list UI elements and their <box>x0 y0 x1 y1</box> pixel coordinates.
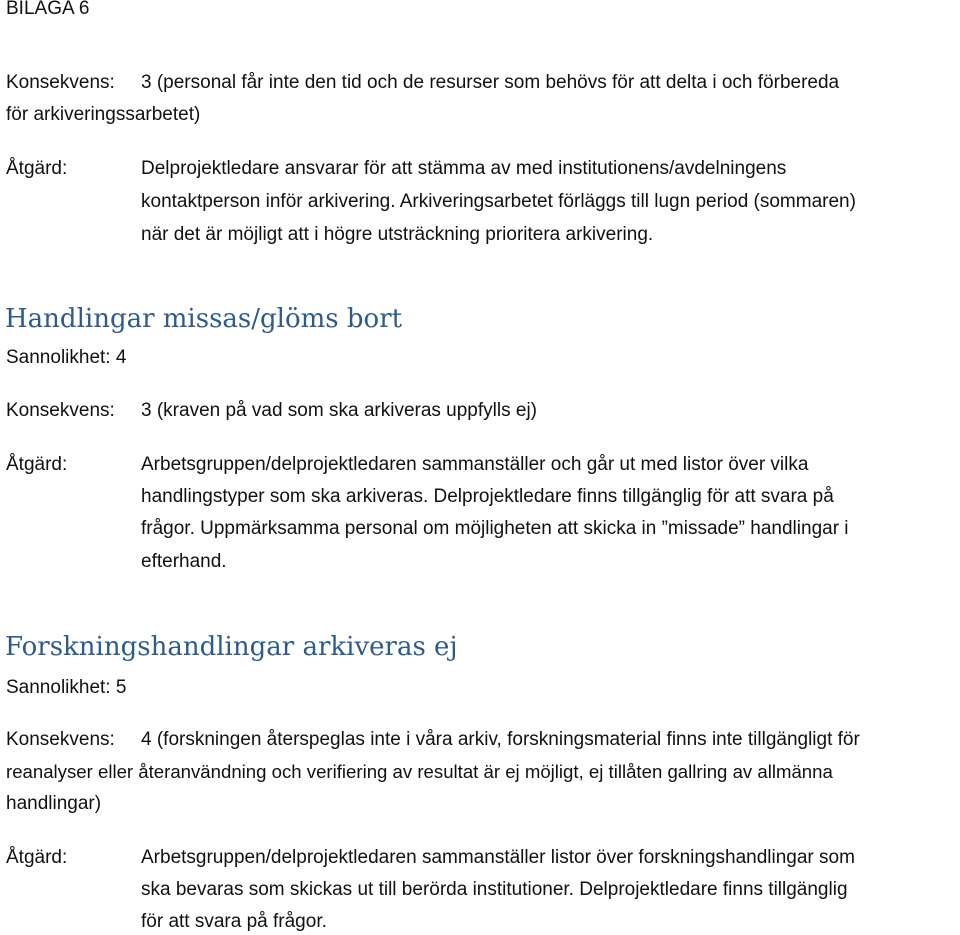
consequence-text: 3 (kraven på vad som ska arkiveras uppfylls ej) <box>141 400 537 421</box>
action-text-line-3: för att svara på frågor. <box>141 911 327 932</box>
consequence-text-line-2: reanalyser eller återanvändning och verifiering av resultat är ej möjligt, ej tillåten gallring av allmänna <box>6 761 833 782</box>
appendix-label: BILAGA 6 <box>6 0 90 19</box>
section-heading: Forskningshandlingar arkiveras ej <box>5 632 458 662</box>
action-text-line-3: när det är möjligt att i högre utsträckning prioritera arkivering. <box>141 224 654 245</box>
consequence-text-line-3: handlingar) <box>6 793 102 814</box>
action-text-line-1: Arbetsgruppen/delprojektledaren sammanställer och går ut med listor över vilka <box>141 454 809 475</box>
action-text-line-4: efterhand. <box>141 551 227 572</box>
consequence-text-line-2: för arkiveringssarbetet) <box>6 104 201 125</box>
consequence-text-line-1: 3 (personal får inte den tid och de resurser som behövs för att delta i och förbereda <box>141 72 840 93</box>
action-text-line-2: kontaktperson inför arkivering. Arkiveringsarbetet förläggs till lugn period (sommaren) <box>141 191 856 212</box>
consequence-text-line-1: 4 (forskningen återspeglas inte i våra arkiv, forskningsmaterial finns inte tillgängligt för <box>141 729 860 750</box>
action-text-line-3: frågor. Uppmärksamma personal om möjligheten att skicka in ”missade” handlingar i <box>141 518 849 539</box>
action-text-line-2: ska bevaras som skickas ut till berörda institutioner. Delprojektledare finns tillgänglig <box>141 879 848 900</box>
action-text-line-1: Delprojektledare ansvarar för att stämma av med institutionens/avdelningens <box>141 158 787 179</box>
action-label: Åtgärd: <box>6 158 68 179</box>
action-text-line-2: handlingstyper som ska arkiveras. Delprojektledare finns tillgänglig för att svara på <box>141 486 834 507</box>
consequence-label: Konsekvens: <box>6 400 115 421</box>
probability-text: Sannolikhet: 5 <box>6 677 127 698</box>
action-label: Åtgärd: <box>6 847 68 868</box>
section-heading: Handlingar missas/glöms bort <box>5 304 403 334</box>
consequence-label: Konsekvens: <box>6 729 115 750</box>
action-label: Åtgärd: <box>6 454 68 475</box>
consequence-label: Konsekvens: <box>6 72 115 93</box>
action-text-line-1: Arbetsgruppen/delprojektledaren sammanställer listor över forskningshandlingar som <box>141 847 855 868</box>
probability-text: Sannolikhet: 4 <box>6 347 127 368</box>
